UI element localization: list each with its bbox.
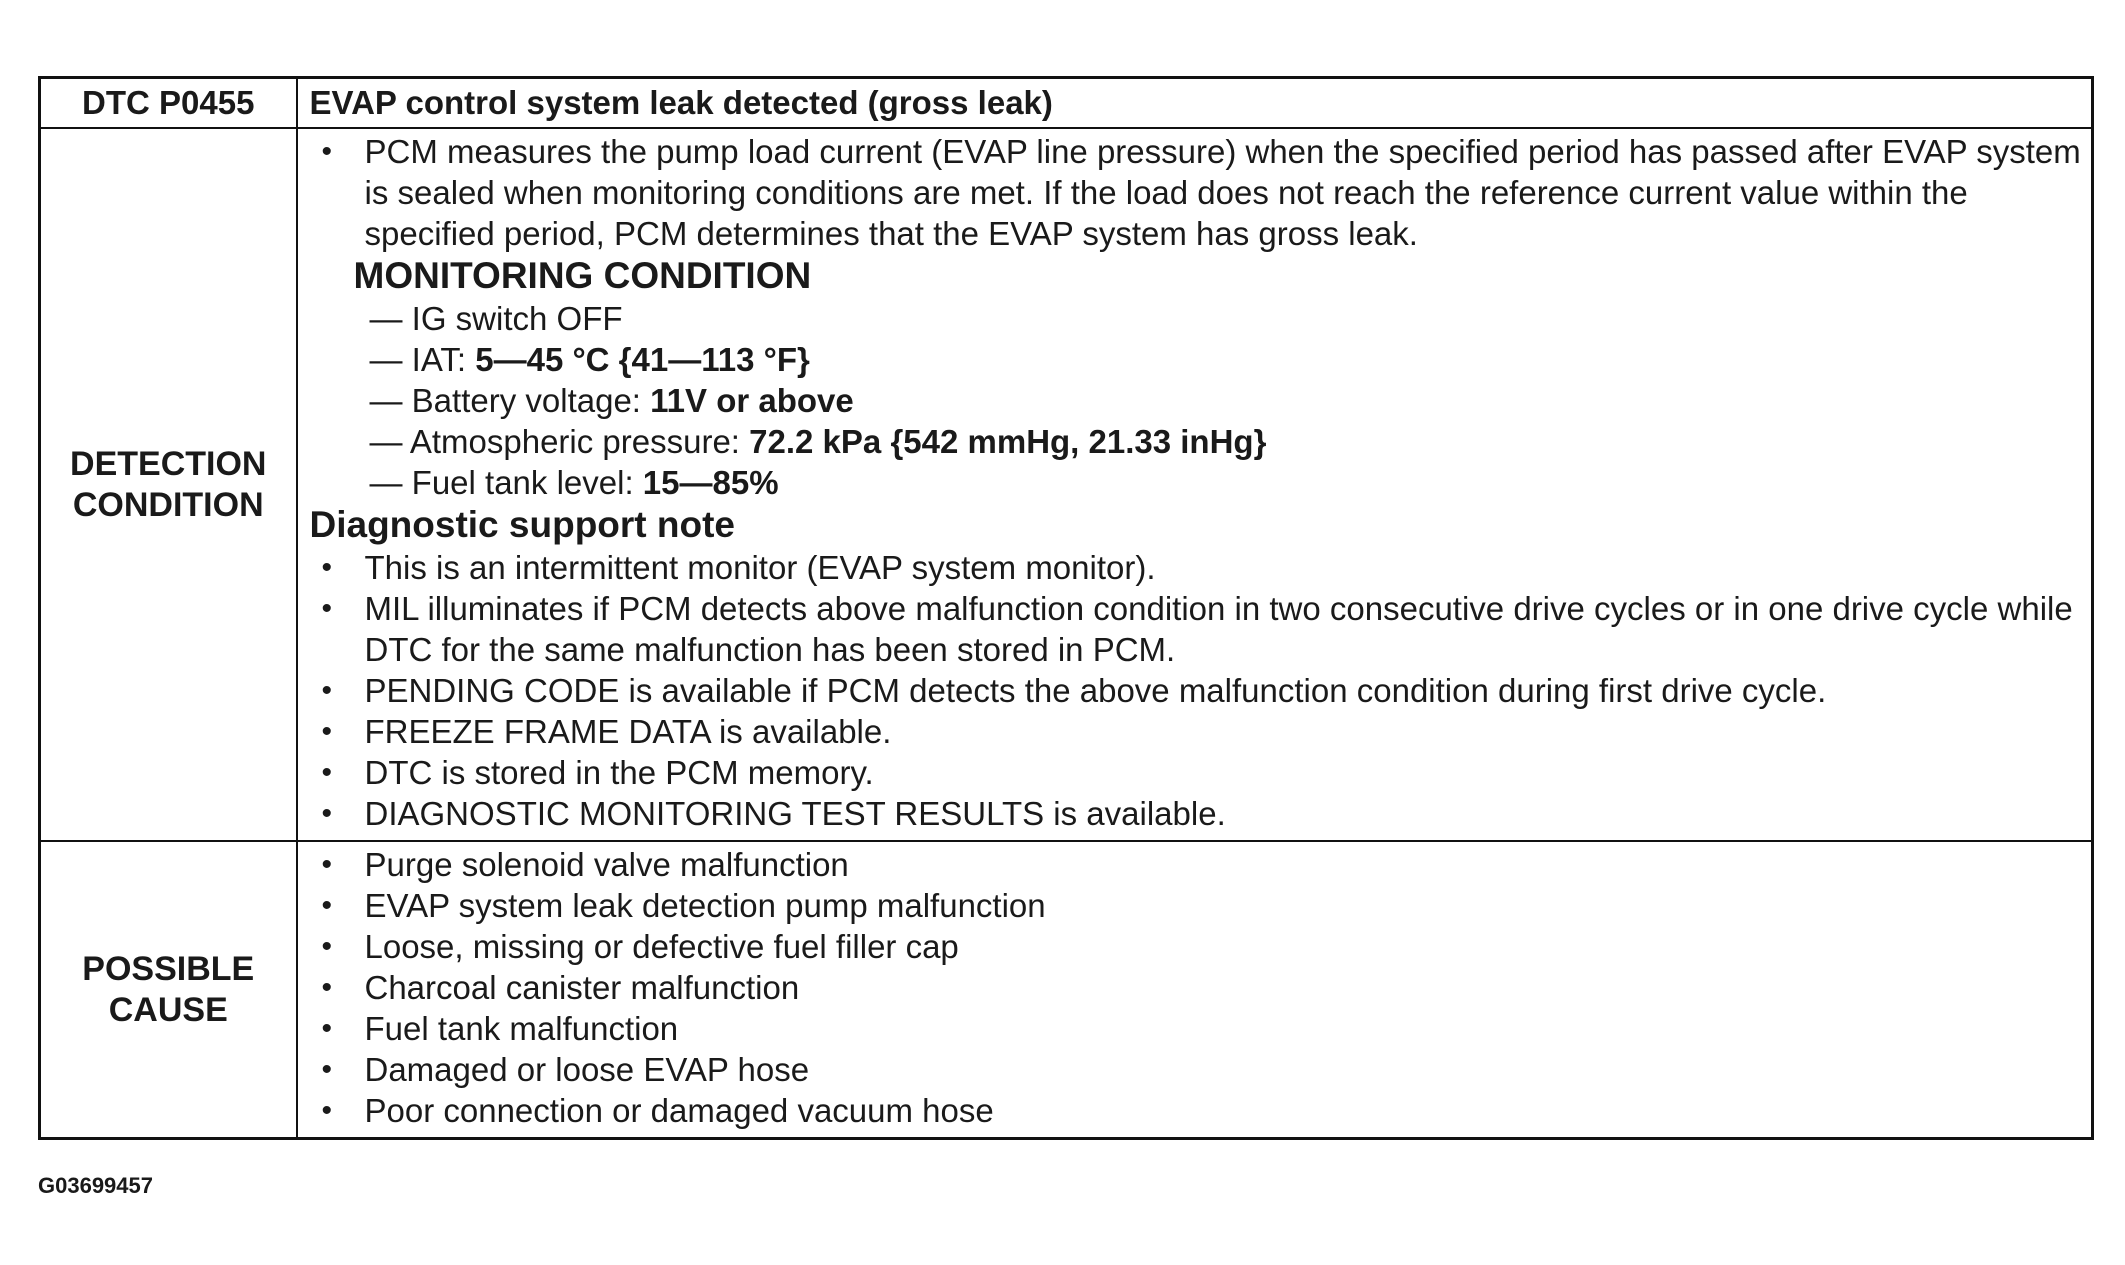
cause-item: • Purge solenoid valve malfunction xyxy=(310,844,2084,885)
possible-cause-list xyxy=(310,844,2084,1131)
condition-item xyxy=(370,421,2084,462)
condition-value: 11V or above xyxy=(650,382,854,419)
monitoring-condition-list xyxy=(310,298,2084,503)
condition-item xyxy=(370,339,2084,380)
cause-item: • Fuel tank malfunction xyxy=(310,1008,2084,1049)
condition-label: — Fuel tank level: xyxy=(369,464,643,501)
condition-value: 15—85% xyxy=(642,464,779,501)
diagnostic-support-heading: Diagnostic support note xyxy=(309,504,735,545)
condition-item xyxy=(370,380,2084,421)
detection-intro: • PCM measures the pump load current (EVAP line pressure) when the specified period has passed after EVAP system is sealed when monitoring conditions are met. If the load does not reach the reference current value within the specified period, PCM determines that the EVAP system has gross leak. xyxy=(310,131,2084,254)
condition-item xyxy=(370,462,2084,503)
cause-label-line1: POSSIBLE xyxy=(82,949,255,988)
cause-label-line2: CAUSE xyxy=(108,990,228,1029)
detection-label-line1: DETECTION xyxy=(70,444,267,483)
cause-item: • Loose, missing or defective fuel filler cap xyxy=(310,926,2084,967)
header-row xyxy=(40,78,2093,129)
cause-item: • Damaged or loose EVAP hose xyxy=(310,1049,2084,1090)
note-item: • This is an intermittent monitor (EVAP system monitor). xyxy=(310,547,2084,588)
detection-row xyxy=(40,128,2093,841)
dtc-code: DTC P0455 xyxy=(40,78,297,129)
dtc-title: EVAP control system leak detected (gross leak) xyxy=(297,78,2093,129)
note-item: • MIL illuminates if PCM detects above malfunction condition in two consecutive drive cycles or in one drive cycle while DTC for the same malfunction has been stored in PCM. xyxy=(310,588,2084,670)
diagnostic-notes-list xyxy=(310,547,2084,834)
figure-code: G03699457 xyxy=(38,1173,153,1198)
condition-label: — Battery voltage: xyxy=(369,382,651,419)
note-item: • DTC is stored in the PCM memory. xyxy=(310,752,2084,793)
condition-item xyxy=(370,298,2084,339)
condition-label: — IG switch OFF xyxy=(369,300,623,337)
possible-cause-content xyxy=(297,841,2093,1139)
monitoring-condition-heading: MONITORING CONDITION xyxy=(353,255,812,296)
cause-item: • Poor connection or damaged vacuum hose xyxy=(310,1090,2084,1131)
condition-value: 72.2 kPa {542 mmHg, 21.33 inHg} xyxy=(749,423,1267,460)
detection-label-line2: CONDITION xyxy=(72,485,264,524)
note-item: • FREEZE FRAME DATA is available. xyxy=(310,711,2084,752)
condition-label: — IAT: xyxy=(369,341,476,378)
cause-item: • EVAP system leak detection pump malfunction xyxy=(310,885,2084,926)
possible-cause-row xyxy=(40,841,2093,1139)
condition-label: — Atmospheric pressure: xyxy=(369,423,750,460)
condition-value: 5—45 °C {41—113 °F} xyxy=(475,341,810,378)
detection-condition-content xyxy=(297,128,2093,841)
note-item: • DIAGNOSTIC MONITORING TEST RESULTS is available. xyxy=(310,793,2084,834)
cause-item: • Charcoal canister malfunction xyxy=(310,967,2084,1008)
detection-condition-label xyxy=(40,128,297,841)
detection-intro-list xyxy=(310,131,2084,254)
dtc-table xyxy=(38,76,2094,1140)
note-item: • PENDING CODE is available if PCM detects the above malfunction condition during first drive cycle. xyxy=(310,670,2084,711)
possible-cause-label xyxy=(40,841,297,1139)
